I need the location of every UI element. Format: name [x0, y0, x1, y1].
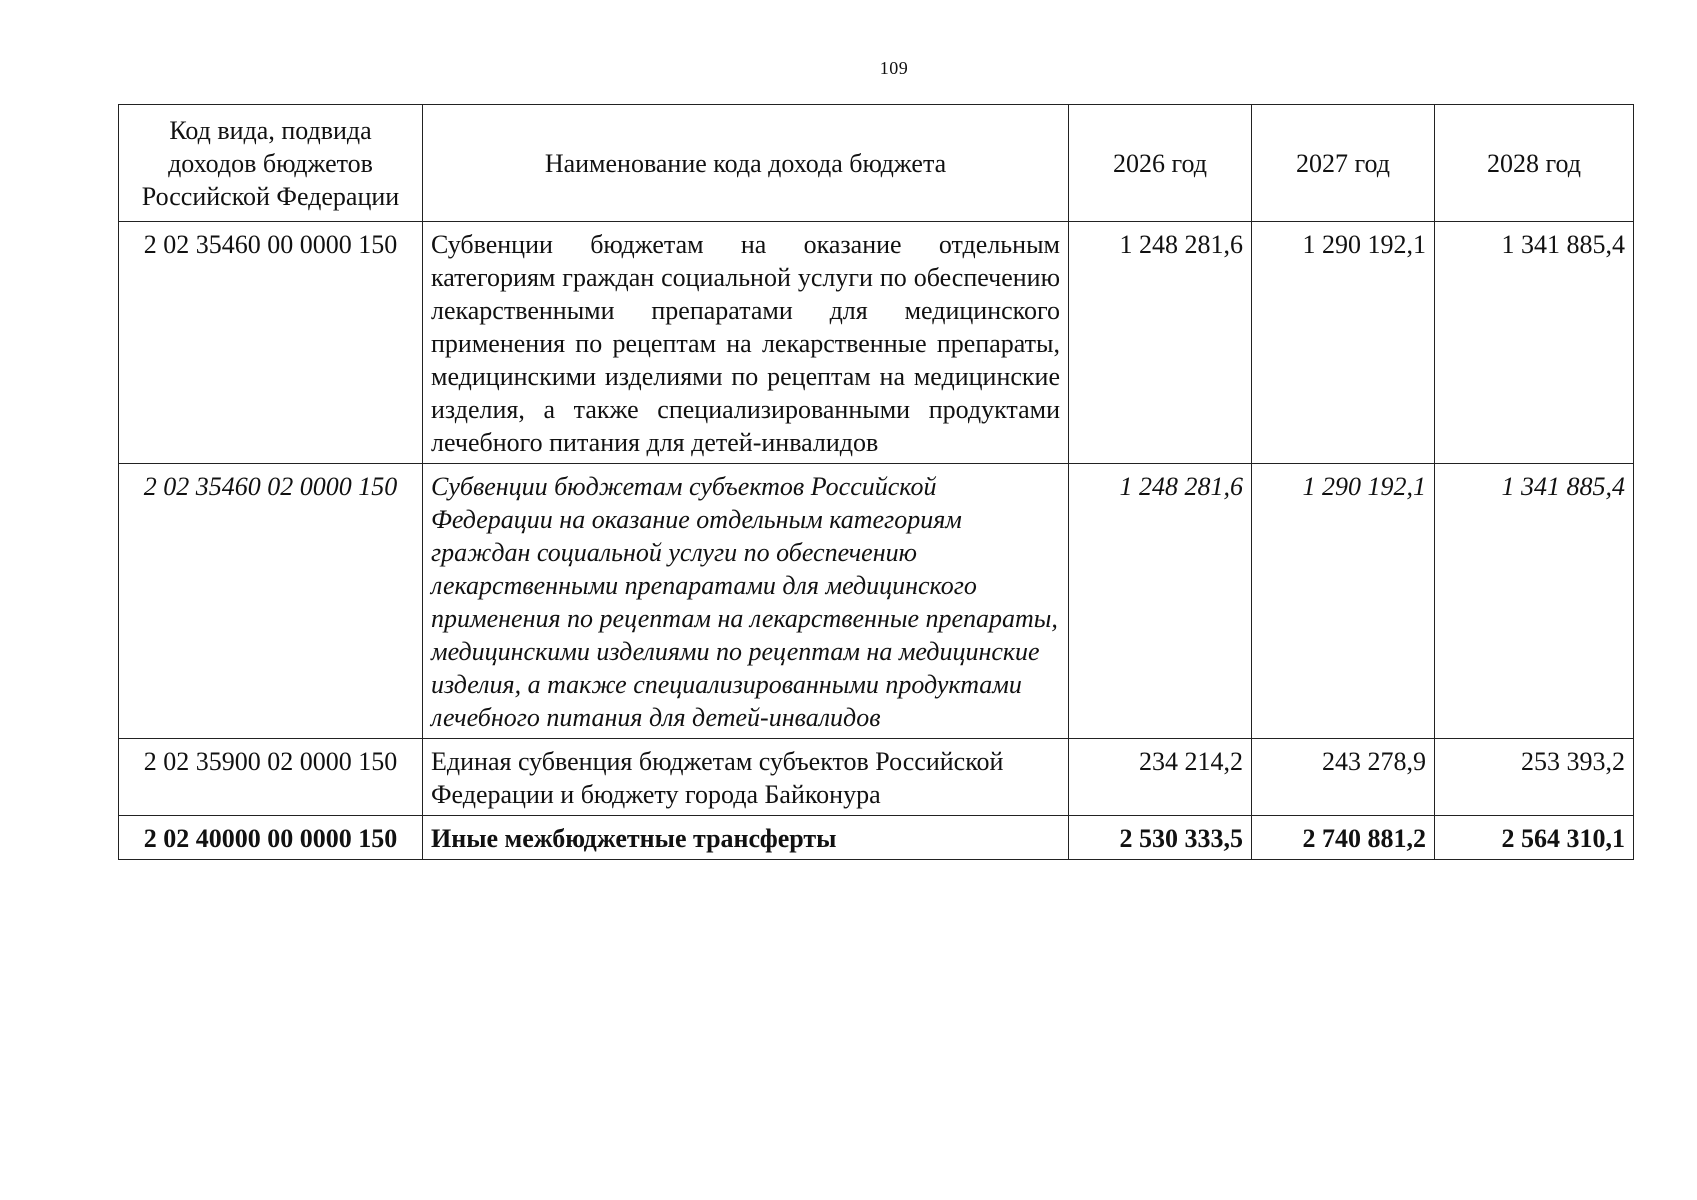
- row-value-2027: 243 278,9: [1252, 739, 1435, 816]
- table-row: [119, 222, 1634, 464]
- row-value-2027: 2 740 881,2: [1252, 816, 1435, 860]
- row-code: 2 02 40000 00 0000 150: [119, 816, 423, 860]
- row-name: Субвенции бюджетам на оказание отдельным категориям граждан социальной услуги по обеспечению лекарственными препаратами для медицинского применения по рецептам на лекарственные препараты, медицинскими изделиями по рецептам на медицинские изделия, а также специализированными продуктами лечебного питания для детей-инвалидов: [423, 222, 1069, 464]
- header-year-2027: 2027 год: [1252, 105, 1435, 222]
- row-value-2026: 234 214,2: [1069, 739, 1252, 816]
- row-value-2027: 1 290 192,1: [1252, 464, 1435, 739]
- table-header: [119, 105, 1634, 222]
- table-row-total: [119, 816, 1634, 860]
- row-code: 2 02 35460 00 0000 150: [119, 222, 423, 464]
- row-name: Единая субвенция бюджетам субъектов Российской Федерации и бюджету города Байконура: [423, 739, 1069, 816]
- row-code: 2 02 35460 02 0000 150: [119, 464, 423, 739]
- header-code: Код вида, подвида доходов бюджетов Российской Федерации: [119, 105, 423, 222]
- table-row: [119, 464, 1634, 739]
- row-name: Иные межбюджетные трансферты: [423, 816, 1069, 860]
- row-value-2026: 1 248 281,6: [1069, 222, 1252, 464]
- header-year-2026: 2026 год: [1069, 105, 1252, 222]
- row-value-2028: 253 393,2: [1435, 739, 1634, 816]
- header-row: [119, 105, 1634, 222]
- header-name: Наименование кода дохода бюджета: [423, 105, 1069, 222]
- row-name: Субвенции бюджетам субъектов Российской Федерации на оказание отдельным категориям граждан социальной услуги по обеспечению лекарственными препаратами для медицинского применения по рецептам на лекарственные препараты, медицинскими изделиями по рецептам на медицинские изделия, а также специализированными продуктами лечебного питания для детей-инвалидов: [423, 464, 1069, 739]
- table-body: [119, 222, 1634, 860]
- row-value-2028: 1 341 885,4: [1435, 222, 1634, 464]
- row-value-2027: 1 290 192,1: [1252, 222, 1435, 464]
- budget-revenue-table: [118, 104, 1634, 860]
- page-number: 109: [879, 58, 909, 78]
- row-value-2028: 1 341 885,4: [1435, 464, 1634, 739]
- row-value-2026: 1 248 281,6: [1069, 464, 1252, 739]
- row-value-2028: 2 564 310,1: [1435, 816, 1634, 860]
- row-value-2026: 2 530 333,5: [1069, 816, 1252, 860]
- header-year-2028: 2028 год: [1435, 105, 1634, 222]
- table-row: [119, 739, 1634, 816]
- row-code: 2 02 35900 02 0000 150: [119, 739, 423, 816]
